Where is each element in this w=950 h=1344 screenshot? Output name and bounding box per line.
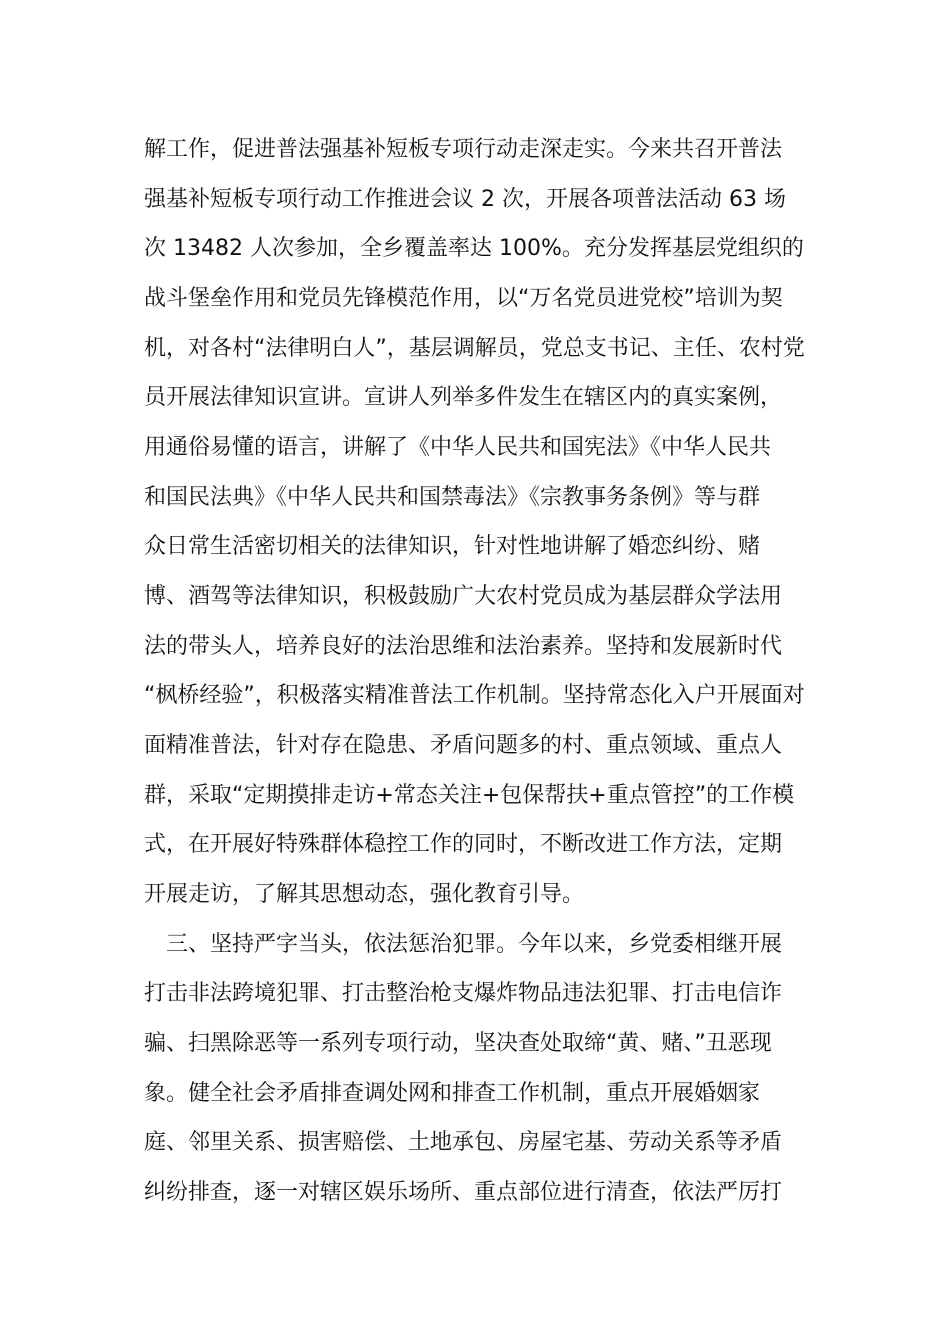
text-line: 庭、邻里关系、损害赔偿、土地承包、房屋宅基、劳动关系等矛盾 — [144, 1130, 783, 1155]
section-heading-line: 三、坚持严字当头，依法惩治犯罪。今年以来，乡党委相继开展 — [166, 932, 783, 957]
text-line: 打击非法跨境犯罪、打击整治枪支爆炸物品违法犯罪、打击电信诈 — [144, 981, 783, 1006]
text-line: 纠纷排查，逐一对辖区娱乐场所、重点部位进行清查，依法严厉打 — [144, 1180, 783, 1205]
text-line: 法的带头人，培养良好的法治思维和法治素养。坚持和发展新时代 — [144, 634, 783, 659]
text-line: 开展走访，了解其思想动态，强化教育引导。 — [144, 882, 585, 907]
text-line: 用通俗易懂的语言，讲解了《中华人民共和国宪法》《中华人民共 — [144, 435, 772, 460]
text-line: 式，在开展好特殊群体稳控工作的同时，不断改进工作方法，定期 — [144, 832, 783, 857]
text-line: 象。健全社会矛盾排查调处网和排查工作机制，重点开展婚姻家 — [144, 1081, 761, 1106]
text-line: 面精准普法，针对存在隐患、矛盾问题多的村、重点领域、重点人 — [144, 733, 783, 758]
text-line: 机，对各村“法律明白人”，基层调解员，党总支书记、主任、农村党 — [144, 336, 805, 361]
text-line: 解工作，促进普法强基补短板专项行动走深走实。今来共召开普法 — [144, 137, 783, 162]
text-line: 强基补短板专项行动工作推进会议 2 次，开展各项普法活动 63 场 — [144, 187, 786, 212]
text-line: 战斗堡垒作用和党员先锋模范作用，以“万名党员进党校”培训为契 — [144, 286, 783, 311]
text-line: 次 13482 人次参加，全乡覆盖率达 100%。充分发挥基层党组织的 — [144, 236, 804, 261]
text-line: 众日常生活密切相关的法律知识，针对性地讲解了婚恋纠纷、赌 — [144, 534, 761, 559]
text-line: 骗、扫黑除恶等一系列专项行动，坚决查处取缔“黄、赌、”丑恶现 — [144, 1031, 772, 1056]
text-line: 博、酒驾等法律知识，积极鼓励广大农村党员成为基层群众学法用 — [144, 584, 783, 609]
text-line: “枫桥经验”，积极落实精准普法工作机制。坚持常态化入户开展面对 — [144, 683, 805, 708]
text-line: 和国民法典》《中华人民共和国禁毒法》《宗教事务条例》等与群 — [144, 485, 761, 510]
text-line: 群，采取“定期摸排走访+常态关注+包保帮扶+重点管控”的工作模 — [144, 783, 795, 808]
text-line: 员开展法律知识宣讲。宣讲人列举多件发生在辖区内的真实案例， — [144, 385, 783, 410]
